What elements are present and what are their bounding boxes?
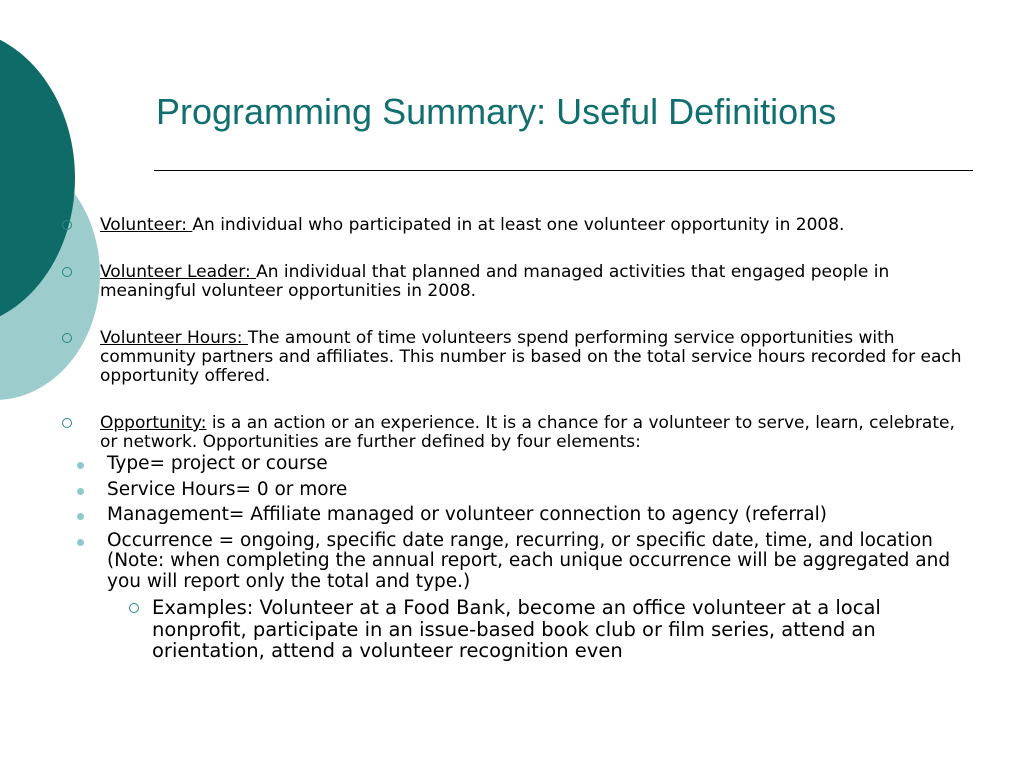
ring-bullet-icon <box>129 603 139 613</box>
definition-term: Volunteer Hours: <box>100 328 248 348</box>
title-divider <box>154 170 973 171</box>
definition-item-volunteer <box>62 216 972 235</box>
ring-bullet-icon <box>62 220 72 230</box>
element-text: Type= project or course <box>107 453 328 474</box>
element-text: Occurrence = ongoing, specific date range, recurring, or specific date, time, and location (Note: when completing the annual report, each unique occurrence will be aggregated and you will report only the total and type.) <box>107 529 951 592</box>
element-text: Management= Affiliate managed or volunteer connection to agency (referral) <box>107 504 827 525</box>
opportunity-examples <box>62 597 972 662</box>
dot-bullet-icon <box>77 539 84 546</box>
definitions-list <box>62 216 972 662</box>
examples-text: Examples: Volunteer at a Food Bank, become an office volunteer at a local nonprofit, participate in an issue-based book club or film series, attend an orientation, attend a volunteer recognition even <box>152 596 881 662</box>
definition-item-volunteer-leader <box>62 263 972 301</box>
opportunity-elements-list <box>62 454 972 662</box>
definition-term: Volunteer: <box>100 215 193 235</box>
definition-text: An individual who participated in at least one volunteer opportunity in 2008. <box>192 215 845 235</box>
definition-text: An individual that planned and managed activities that engaged people in meaningful volunteer opportunities in 2008. <box>100 262 890 301</box>
ring-bullet-icon <box>62 418 72 428</box>
definition-term: Volunteer Leader: <box>100 262 257 282</box>
opportunity-element-management <box>62 505 972 526</box>
definition-text: is a an action or an experience. It is a chance for a volunteer to serve, learn, celebrate, or network. Opportunities are further defined by four elements: <box>100 413 955 452</box>
definition-item-volunteer-hours <box>62 329 972 386</box>
opportunity-element-occurrence <box>62 531 972 593</box>
definition-term: Opportunity: <box>100 413 207 433</box>
ring-bullet-icon <box>62 267 72 277</box>
definition-text: The amount of time volunteers spend performing service opportunities with community partners and affiliates. This number is based on the total service hours recorded for each opportunity offered. <box>100 328 962 386</box>
element-text: Service Hours= 0 or more <box>107 478 348 500</box>
opportunity-element-type <box>62 454 972 475</box>
dot-bullet-icon <box>77 488 84 495</box>
slide-title: Programming Summary: Useful Definitions <box>156 91 837 132</box>
definition-item-opportunity <box>62 414 972 452</box>
ring-bullet-icon <box>62 333 72 343</box>
dot-bullet-icon <box>77 513 84 520</box>
dot-bullet-icon <box>77 462 84 469</box>
opportunity-element-service-hours <box>62 480 972 501</box>
